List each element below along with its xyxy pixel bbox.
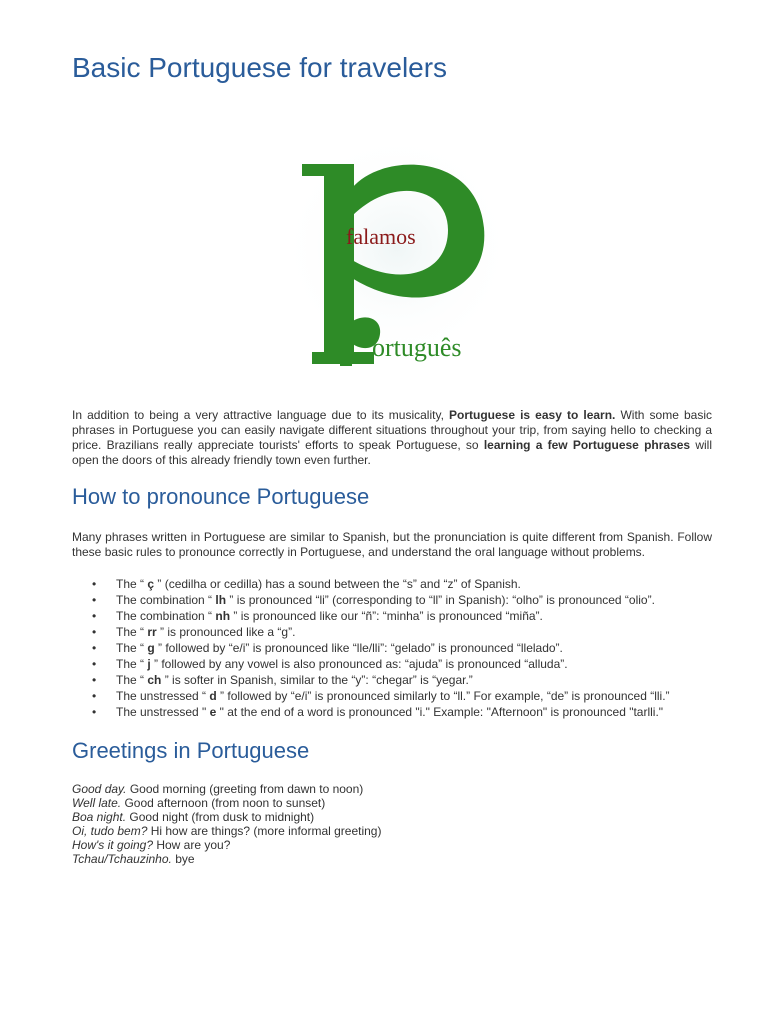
intro-paragraph (72, 408, 712, 468)
list-item: • The “ rr ” is pronounced like a “g”. (72, 624, 712, 640)
logo-word-falamos: falamos (346, 224, 416, 249)
pronounce-heading: How to pronounce Portuguese (72, 484, 370, 509)
list-item: • The combination “ lh ” is pronounced “li” (corresponding to “ll” in Spanish): “olho” is pronounced “olio”. (72, 592, 712, 608)
list-item: • The unstressed “ d ” followed by “e/i” is pronounced similarly to “ll.” For example, “de” is pronounced “lli.” (72, 688, 712, 704)
greetings-list (72, 782, 712, 866)
list-item: • The “ ç ” (cedilha or cedilla) has a sound between the “s” and “z” of Spanish. (72, 576, 712, 592)
page-title: Basic Portuguese for travelers (72, 52, 448, 83)
greeting-line: Good day. Good morning (greeting from dawn to noon) (72, 782, 364, 796)
list-item: • The unstressed " e " at the end of a word is pronounced "i." Example: "Afternoon" is pronounced "tarlli." (72, 704, 712, 720)
intro-text-3: will open the doors of this already friendly town even further. (72, 438, 712, 467)
greeting-line: Boa night. Good night (from dusk to midnight) (72, 810, 315, 824)
greetings-heading: Greetings in Portuguese (72, 738, 310, 763)
logo-graphic (272, 128, 522, 378)
intro-text-1: In addition to being a very attractive language due to its musicality, (72, 408, 449, 422)
greeting-line: Tchau/Tchauzinho. bye (72, 852, 195, 866)
logo-word-portugues: ortuguês (372, 333, 462, 362)
intro-bold-2: learning a few Portuguese phrases (483, 438, 691, 452)
pronounce-intro: Many phrases written in Portuguese are similar to Spanish, but the pronunciation is quite different from Spanish. Follow these basic rules to pronounce correctly in Portuguese, and understand the oral language without problems. (72, 530, 712, 559)
falamos-portugues-logo (272, 128, 522, 378)
greeting-line: How's it going? How are you? (72, 838, 231, 852)
list-item: • The “ j ” followed by any vowel is also pronounced as: “ajuda” is pronounced “alluda”. (72, 656, 712, 672)
intro-bold-1: Portuguese is easy to learn. (448, 408, 616, 422)
intro-text-2: With some basic phrases in Portuguese you can easily navigate different situations throughout your trip, from saying hello to checking a price. Brazilians really appreciate tourists' efforts to speak Portuguese, so (72, 408, 712, 452)
list-item: • The “ g ” followed by “e/i” is pronounced like “lle/lli”: “gelado” is pronounced “llelado”. (72, 640, 712, 656)
list-item: • The “ ch ” is softer in Spanish, similar to the “y”: “chegar” is “yegar.” (72, 672, 712, 688)
pronunciation-rules-list (72, 576, 712, 720)
list-item: • The combination “ nh ” is pronounced like our “ñ”: “minha” is pronounced “miña”. (72, 608, 712, 624)
greeting-line: Well late. Good afternoon (from noon to sunset) (72, 796, 326, 810)
greeting-line: Oi, tudo bem? Hi how are things? (more informal greeting) (72, 824, 382, 838)
